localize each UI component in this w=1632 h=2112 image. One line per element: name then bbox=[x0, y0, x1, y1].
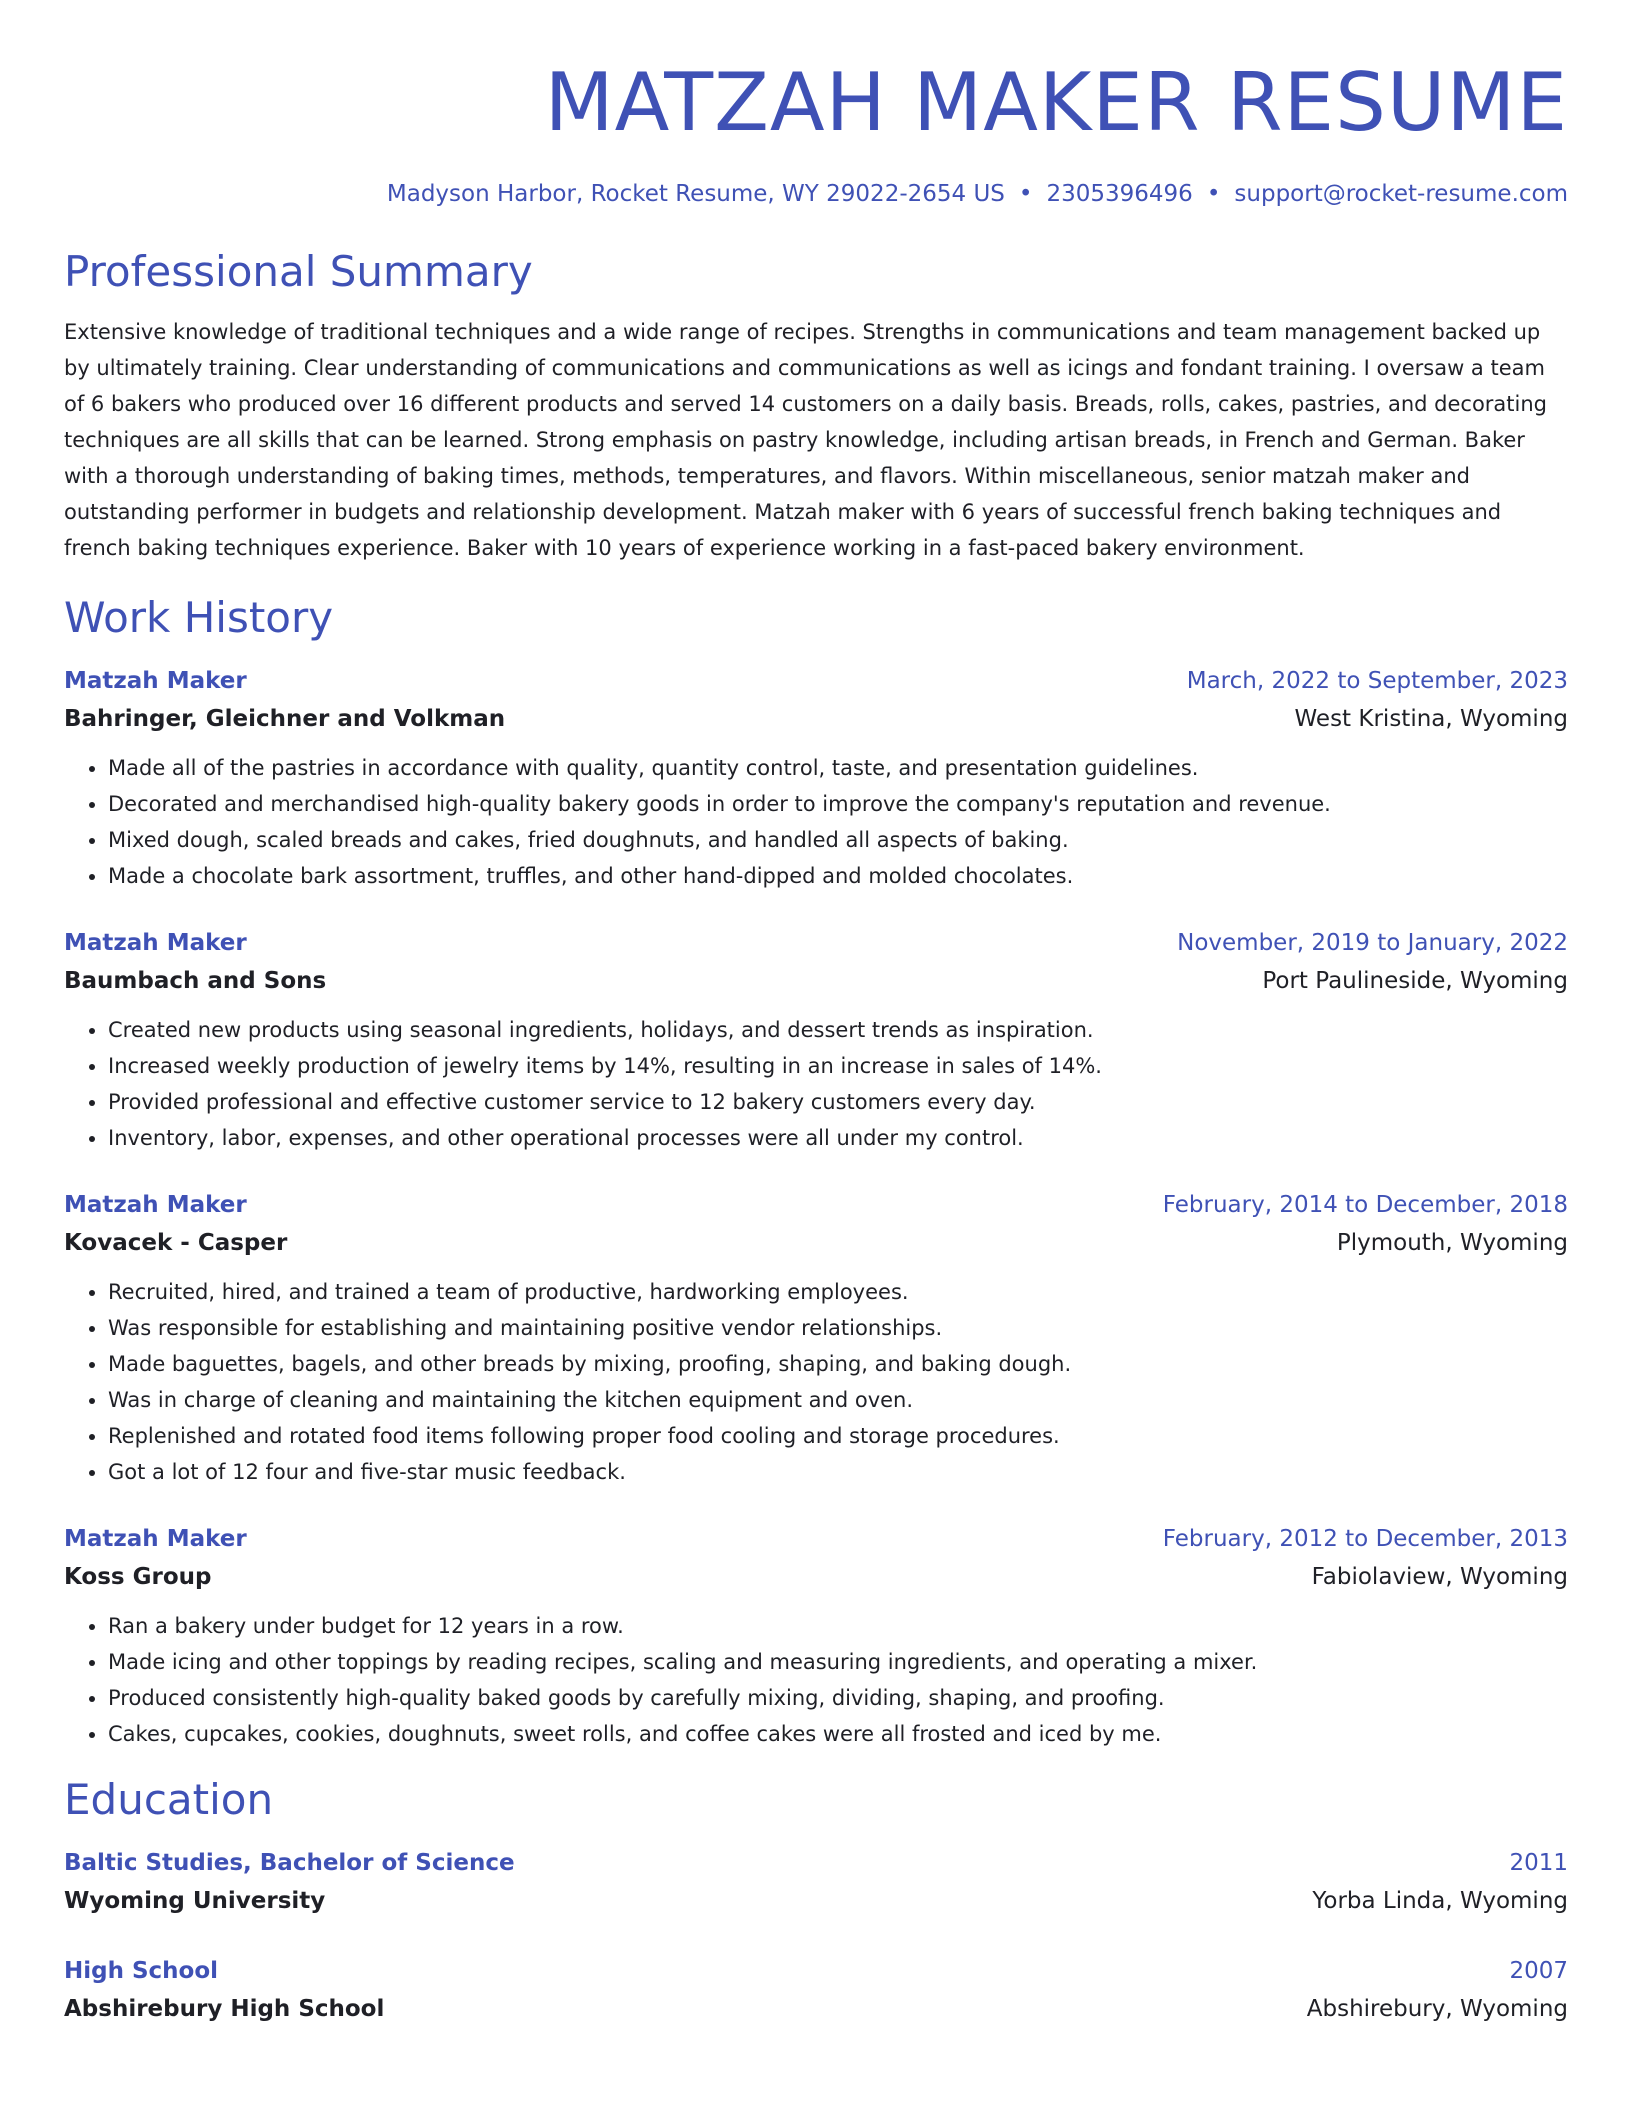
job-bullet: • Cakes, cupcakes, cookies, doughnuts, sweet rolls, and coffee cakes were all frosted and iced by me. bbox=[108, 1716, 1568, 1752]
job-bullet: • Ran a bakery under budget for 12 years in a row. bbox=[108, 1608, 1568, 1644]
job-location: Plymouth, Wyoming bbox=[1336, 1230, 1568, 1256]
job-company-row bbox=[64, 1224, 1568, 1262]
education-degree: Baltic Studies, Bachelor of Science bbox=[64, 1850, 515, 1876]
contact-separator: • bbox=[1018, 181, 1033, 207]
job-entry bbox=[64, 924, 1568, 1156]
job-bullet-list bbox=[64, 1608, 1568, 1752]
education-list bbox=[64, 1844, 1568, 2028]
job-company: Koss Group bbox=[64, 1564, 212, 1590]
education-location: Abshirebury, Wyoming bbox=[1306, 1996, 1568, 2022]
job-bullet: • Created new products using seasonal ingredients, holidays, and dessert trends as inspiration. bbox=[108, 1012, 1568, 1048]
job-bullet-list bbox=[64, 750, 1568, 894]
work-history-list bbox=[64, 662, 1568, 1752]
education-degree: High School bbox=[64, 1958, 219, 1984]
job-bullet: • Was in charge of cleaning and maintaining the kitchen equipment and oven. bbox=[108, 1382, 1568, 1418]
job-dates: February, 2014 to December, 2018 bbox=[1162, 1192, 1568, 1218]
job-company: Bahringer, Gleichner and Volkman bbox=[64, 706, 506, 732]
job-bullet: • Decorated and merchandised high-quality bakery goods in order to improve the company's reputation and revenue. bbox=[108, 786, 1568, 822]
job-location: Port Paulineside, Wyoming bbox=[1262, 968, 1568, 994]
job-bullet: • Was responsible for establishing and maintaining positive vendor relationships. bbox=[108, 1310, 1568, 1346]
job-bullet: • Made icing and other toppings by reading recipes, scaling and measuring ingredients, and operating a mixer. bbox=[108, 1644, 1568, 1680]
job-company: Baumbach and Sons bbox=[64, 968, 327, 994]
education-header-row bbox=[64, 1844, 1568, 1882]
education-year: 2007 bbox=[1509, 1958, 1568, 1984]
education-entry bbox=[64, 1844, 1568, 1920]
summary-text: Extensive knowledge of traditional techniques and a wide range of recipes. Strengths in communications and team management backed up by ultimately training. Clear understanding of communications and communications as well as icings and fondant training. I oversaw a team of 6 bakers who produced over 16 different products and served 14 customers on a daily basis. Breads, rolls, cakes, pastries, and decorating techniques are all skills that can be learned. Strong emphasis on pastry knowledge, including artisan breads, in French and German. Baker with a thorough understanding of baking times, methods, temperatures, and flavors. Within miscellaneous, senior matzah maker and outstanding performer in budgets and relationship development. Matzah maker with 6 years of successful french baking techniques and french baking techniques experience. Baker with 10 years of experience working in a fast-paced bakery environment. bbox=[64, 320, 1548, 560]
job-location: West Kristina, Wyoming bbox=[1294, 706, 1568, 732]
job-header-row bbox=[64, 1520, 1568, 1558]
education-entry bbox=[64, 1952, 1568, 2028]
contact-line bbox=[64, 178, 1568, 210]
job-role: Matzah Maker bbox=[64, 668, 247, 694]
job-bullet: • Produced consistently high-quality baked goods by carefully mixing, dividing, shaping, and proofing. bbox=[108, 1680, 1568, 1716]
job-bullet: • Replenished and rotated food items following proper food cooling and storage procedures. bbox=[108, 1418, 1568, 1454]
job-role: Matzah Maker bbox=[64, 1526, 247, 1552]
job-bullet-list bbox=[64, 1012, 1568, 1156]
job-entry bbox=[64, 1520, 1568, 1752]
education-year: 2011 bbox=[1509, 1850, 1568, 1876]
education-location: Yorba Linda, Wyoming bbox=[1312, 1888, 1568, 1914]
contact-separator: • bbox=[1206, 181, 1221, 207]
job-bullet: • Made baguettes, bagels, and other breads by mixing, proofing, shaping, and baking dough. bbox=[108, 1346, 1568, 1382]
job-header-row bbox=[64, 1186, 1568, 1224]
contact-phone: 2305396496 bbox=[1046, 181, 1193, 207]
section-title-education: Education bbox=[64, 1775, 274, 1824]
job-dates: March, 2022 to September, 2023 bbox=[1186, 668, 1568, 694]
job-bullet: • Increased weekly production of jewelry items by 14%, resulting in an increase in sales of 14%. bbox=[108, 1048, 1568, 1084]
resume-title: MATZAH MAKER RESUME bbox=[544, 56, 1568, 149]
job-bullet: • Inventory, labor, expenses, and other operational processes were all under my control. bbox=[108, 1120, 1568, 1156]
job-header-row bbox=[64, 924, 1568, 962]
education-header-row bbox=[64, 1952, 1568, 1990]
job-bullet: • Made a chocolate bark assortment, truffles, and other hand-dipped and molded chocolates. bbox=[108, 858, 1568, 894]
job-bullet: • Mixed dough, scaled breads and cakes, fried doughnuts, and handled all aspects of baking. bbox=[108, 822, 1568, 858]
contact-address: Madyson Harbor, Rocket Resume, WY 29022-2654 US bbox=[386, 181, 1005, 207]
job-company-row bbox=[64, 700, 1568, 738]
job-bullet: • Recruited, hired, and trained a team of productive, hardworking employees. bbox=[108, 1274, 1568, 1310]
education-school: Abshirebury High School bbox=[64, 1996, 385, 2022]
job-role: Matzah Maker bbox=[64, 1192, 247, 1218]
job-entry bbox=[64, 662, 1568, 894]
job-dates: November, 2019 to January, 2022 bbox=[1177, 930, 1568, 956]
job-bullet-list bbox=[64, 1274, 1568, 1490]
education-school-row bbox=[64, 1882, 1568, 1920]
contact-email: support@rocket-resume.com bbox=[1234, 181, 1568, 207]
section-title-work: Work History bbox=[64, 593, 334, 642]
job-entry bbox=[64, 1186, 1568, 1490]
job-header-row bbox=[64, 662, 1568, 700]
education-school: Wyoming University bbox=[64, 1888, 326, 1914]
resume-header bbox=[64, 48, 1568, 210]
job-bullet: • Provided professional and effective customer service to 12 bakery customers every day. bbox=[108, 1084, 1568, 1120]
job-location: Fabiolaview, Wyoming bbox=[1311, 1564, 1568, 1590]
job-company-row bbox=[64, 962, 1568, 1000]
job-bullet: • Got a lot of 12 four and five-star music feedback. bbox=[108, 1454, 1568, 1490]
education-school-row bbox=[64, 1990, 1568, 2028]
job-role: Matzah Maker bbox=[64, 930, 247, 956]
job-company: Kovacek - Casper bbox=[64, 1230, 288, 1256]
job-company-row bbox=[64, 1558, 1568, 1596]
section-title-summary: Professional Summary bbox=[64, 247, 533, 296]
job-bullet: • Made all of the pastries in accordance with quality, quantity control, taste, and presentation guidelines. bbox=[108, 750, 1568, 786]
job-dates: February, 2012 to December, 2013 bbox=[1162, 1526, 1568, 1552]
